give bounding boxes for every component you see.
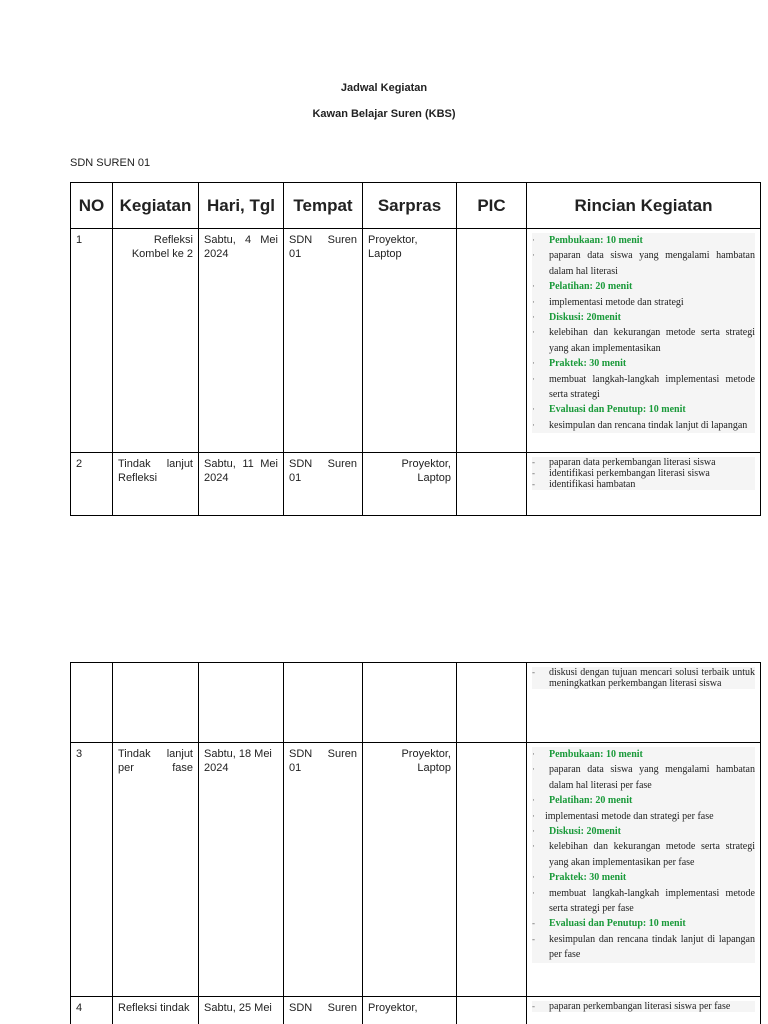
list-item xyxy=(532,1001,755,1012)
session-heading: Pembukaan: 10 menit xyxy=(549,749,643,760)
column-header-pic: PIC xyxy=(457,183,527,229)
cell-pic xyxy=(457,997,527,1024)
cell-pic xyxy=(457,229,527,453)
cell-no: 3 xyxy=(71,743,113,997)
column-header-no: NO xyxy=(71,183,113,229)
bullet-marker: · xyxy=(532,419,535,430)
bullet-marker: · xyxy=(532,841,535,852)
session-detail: identifikasi hambatan xyxy=(549,479,636,490)
cell-sarpras: Proyektor, Laptop xyxy=(363,453,457,516)
bullet-marker: - xyxy=(532,479,535,489)
list-item xyxy=(532,418,755,433)
school-name: SDN SUREN 01 xyxy=(70,157,151,169)
cell-hari: Sabtu, 11 Mei 2024 xyxy=(199,453,284,516)
list-item xyxy=(532,233,755,248)
bullet-marker: · xyxy=(532,887,535,898)
bullet-marker: · xyxy=(532,826,535,837)
cell-no: 1 xyxy=(71,229,113,453)
cell-no xyxy=(71,663,113,743)
table-row xyxy=(71,663,761,743)
table-row xyxy=(71,453,761,516)
list-item xyxy=(532,886,755,917)
bullet-marker: · xyxy=(532,404,535,415)
cell-kegiatan: Refleksi Kombel ke 2 xyxy=(113,229,199,453)
document-title: Jadwal Kegiatan xyxy=(340,82,428,94)
list-item xyxy=(532,310,755,325)
session-detail: paparan data siswa yang mengalami hambatan dalam hal literasi xyxy=(549,250,755,277)
cell-tempat xyxy=(284,663,363,743)
session-detail: paparan data siswa yang mengalami hambatan dalam hal literasi per fase xyxy=(549,764,755,791)
bullet-marker: · xyxy=(532,235,535,245)
cell-tempat: SDN Suren 01 xyxy=(284,743,363,997)
list-item xyxy=(532,479,755,490)
session-detail: identifikasi perkembangan literasi siswa xyxy=(549,468,710,479)
bullet-marker: · xyxy=(532,810,535,821)
bullet-marker: - xyxy=(532,457,535,467)
bullet-marker: · xyxy=(532,327,535,338)
session-detail: implementasi metode dan strategi xyxy=(549,296,684,308)
session-detail: paparan perkembangan literasi siswa per fase xyxy=(549,1001,731,1012)
bullet-marker: · xyxy=(532,250,535,261)
cell-hari: Sabtu, 4 Mei 2024 xyxy=(199,229,284,453)
cell-rincian xyxy=(527,663,761,743)
session-heading: Diskusi: 20menit xyxy=(549,826,621,838)
list-item xyxy=(532,809,755,824)
session-detail: membuat langkah-langkah implementasi metode serta strategi xyxy=(549,373,755,401)
column-header-sarpras: Sarpras xyxy=(363,183,457,229)
bullet-marker: · xyxy=(532,764,535,775)
column-header-rincian: Rincian Kegiatan xyxy=(527,183,761,229)
cell-tempat: SDN Suren 01 xyxy=(284,453,363,516)
cell-pic xyxy=(457,743,527,997)
table-header-row xyxy=(71,183,761,229)
bullet-marker: · xyxy=(532,358,535,369)
column-header-tempat: Tempat xyxy=(284,183,363,229)
bullet-marker: · xyxy=(532,749,535,759)
list-item xyxy=(532,824,755,839)
cell-pic xyxy=(457,663,527,743)
cell-rincian xyxy=(527,743,761,997)
list-item xyxy=(532,402,755,417)
column-header-hari-tgl: Hari, Tgl xyxy=(199,183,284,229)
bullet-marker: - xyxy=(532,1001,535,1011)
list-item xyxy=(532,839,755,870)
cell-hari: Sabtu, 25 Mei xyxy=(199,997,284,1024)
cell-rincian xyxy=(527,997,761,1024)
list-item xyxy=(532,279,755,294)
bullet-marker: · xyxy=(532,795,535,806)
list-item xyxy=(532,793,755,808)
cell-kegiatan xyxy=(113,663,199,743)
cell-hari: Sabtu, 18 Mei 2024 xyxy=(199,743,284,997)
session-heading: Pelatihan: 20 menit xyxy=(549,795,633,807)
list-item xyxy=(532,870,755,885)
list-item xyxy=(532,248,755,279)
list-item xyxy=(532,457,755,468)
table-row xyxy=(71,229,761,453)
session-heading: Praktek: 30 menit xyxy=(549,872,627,884)
session-heading: Pelatihan: 20 menit xyxy=(549,281,633,293)
bullet-marker: · xyxy=(532,281,535,292)
cell-kegiatan: Refleksi tindak xyxy=(113,997,199,1024)
rincian-list xyxy=(532,747,755,963)
list-item xyxy=(532,916,755,931)
list-item xyxy=(532,747,755,762)
cell-sarpras: Proyektor, xyxy=(363,997,457,1024)
cell-sarpras xyxy=(363,663,457,743)
session-heading: Praktek: 30 menit xyxy=(549,358,627,370)
bullet-marker: · xyxy=(532,373,535,384)
schedule-table-page-1 xyxy=(70,182,761,516)
schedule-table-page-2 xyxy=(70,662,761,1024)
bullet-marker: - xyxy=(532,933,535,944)
bullet-marker: - xyxy=(532,667,535,677)
document-subtitle: Kawan Belajar Suren (KBS) xyxy=(312,108,456,120)
cell-tempat: SDN Suren 01 xyxy=(284,229,363,453)
cell-sarpras: Proyektor, Laptop xyxy=(363,743,457,997)
cell-kegiatan: Tindak lanjut Refleksi xyxy=(113,453,199,516)
bullet-marker: · xyxy=(532,296,535,307)
list-item xyxy=(532,667,755,689)
cell-no: 2 xyxy=(71,453,113,516)
list-item xyxy=(532,932,755,963)
session-heading: Diskusi: 20menit xyxy=(549,312,621,324)
cell-sarpras: Proyektor, Laptop xyxy=(363,229,457,453)
bullet-marker: - xyxy=(532,918,535,929)
list-item xyxy=(532,295,755,310)
list-item xyxy=(532,356,755,371)
session-detail: implementasi metode dan strategi per fase xyxy=(545,810,714,822)
list-item xyxy=(532,372,755,403)
bullet-marker: · xyxy=(532,872,535,883)
cell-kegiatan: Tindak lanjut per fase xyxy=(113,743,199,997)
session-detail: kesimpulan dan rencana tindak lanjut di lapangan xyxy=(549,419,748,431)
table-row xyxy=(71,997,761,1024)
cell-pic xyxy=(457,453,527,516)
column-header-kegiatan: Kegiatan xyxy=(113,183,199,229)
cell-hari xyxy=(199,663,284,743)
session-heading: Pembukaan: 10 menit xyxy=(549,235,643,246)
bullet-marker: - xyxy=(532,468,535,478)
bullet-marker: · xyxy=(532,312,535,323)
list-item xyxy=(532,762,755,793)
rincian-list xyxy=(532,233,755,433)
session-heading: Evaluasi dan Penutup: 10 menit xyxy=(549,404,686,416)
session-detail: membuat langkah-langkah implementasi metode serta strategi per fase xyxy=(549,887,755,915)
session-detail: kelebihan dan kekurangan metode serta strategi yang akan implementasikan per fase xyxy=(549,841,755,868)
cell-no: 4 xyxy=(71,997,113,1024)
session-detail: diskusi dengan tujuan mencari solusi terbaik untuk meningkatkan perkembangan literasi siswa xyxy=(549,667,755,689)
session-heading: Evaluasi dan Penutup: 10 menit xyxy=(549,918,686,930)
session-detail: paparan data perkembangan literasi siswa xyxy=(549,457,716,468)
session-detail: kesimpulan dan rencana tindak lanjut di lapangan per fase xyxy=(549,933,755,961)
cell-tempat: SDN Suren xyxy=(284,997,363,1024)
list-item xyxy=(532,468,755,479)
table-row xyxy=(71,743,761,997)
session-detail: kelebihan dan kekurangan metode serta strategi yang akan implementasikan xyxy=(549,327,755,354)
rincian-list xyxy=(532,1001,755,1012)
cell-rincian xyxy=(527,453,761,516)
list-item xyxy=(532,325,755,356)
rincian-list xyxy=(532,667,755,689)
cell-rincian xyxy=(527,229,761,453)
rincian-list xyxy=(532,457,755,490)
